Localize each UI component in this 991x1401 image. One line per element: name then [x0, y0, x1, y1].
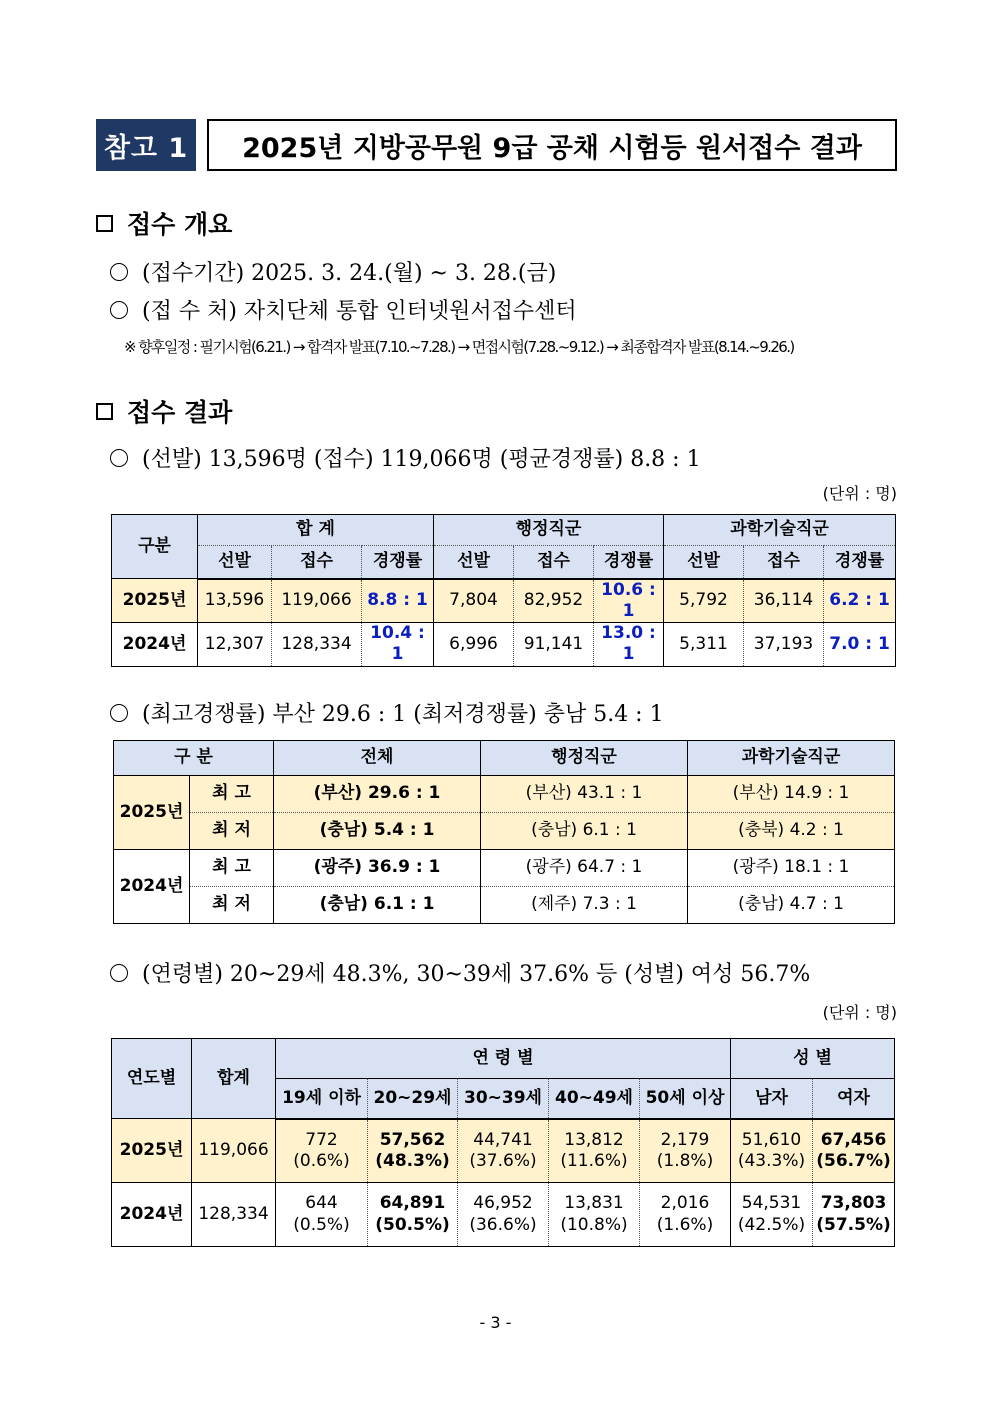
header-select: 선발 [198, 546, 272, 579]
cell-value: 51,610 [741, 1129, 802, 1150]
cell: 36,114 [744, 579, 824, 623]
cell-percent: (56.7%) [816, 1150, 891, 1171]
section-heading-text: 접수 결과 [127, 398, 233, 427]
row-year: 2024년 [112, 623, 198, 667]
circle-bullet-icon [110, 301, 128, 319]
header-sum: 합계 [192, 1039, 276, 1119]
page-number: - 3 - [479, 1313, 512, 1332]
cell-percent: (43.3%) [737, 1150, 806, 1171]
row-year: 2025년 [114, 776, 190, 850]
bullet-summary3 [110, 957, 810, 988]
header-age-group: 20~29세 [368, 1079, 458, 1119]
cell: 5,311 [664, 623, 744, 667]
header-year: 연도별 [112, 1039, 192, 1119]
cell-value: 13,812 [564, 1129, 624, 1150]
circle-bullet-icon [110, 964, 128, 982]
page-title: 2025년 지방공무원 9급 공채 시험등 원서접수 결과 [207, 119, 897, 171]
cell-percent: (1.6%) [656, 1214, 714, 1235]
row-year: 2024년 [114, 850, 190, 924]
cell [276, 1119, 368, 1183]
cell [549, 1119, 640, 1183]
cell: 37,193 [744, 623, 824, 667]
age-sex-table [111, 1038, 895, 1247]
header-total: 합 계 [198, 515, 434, 546]
cell-sum: 119,066 [192, 1119, 276, 1183]
header-apply: 접수 [514, 546, 594, 579]
cell-value: 772 [305, 1129, 338, 1150]
cell [368, 1183, 458, 1247]
row-year: 2025년 [112, 1119, 192, 1183]
cell: 7.0 : 1 [824, 623, 896, 667]
cell: (부산) 43.1 : 1 [481, 776, 688, 813]
header-ratio: 경쟁률 [362, 546, 434, 579]
cell-percent: (11.6%) [560, 1150, 628, 1171]
section-heading-result [96, 393, 232, 429]
cell-percent: (36.6%) [469, 1214, 537, 1235]
schedule-note: ※ 향후일정 : 필기시험(6.21.) → 합격자 발표(7.10.~7.28.) → 면접시험(7.28.~9.12.) → 최종합격자 발표(8.14.~9.26.) [124, 338, 794, 356]
section-heading-overview [96, 205, 232, 241]
cell-percent: (48.3%) [375, 1150, 450, 1171]
cell: (제주) 7.3 : 1 [481, 887, 688, 924]
header-age-group: 50세 이상 [640, 1079, 731, 1119]
cell-percent: (0.6%) [293, 1150, 350, 1171]
header-age-group: 40~49세 [549, 1079, 640, 1119]
cell: 6,996 [434, 623, 514, 667]
cell-percent: (37.6%) [469, 1150, 537, 1171]
cell: 128,334 [272, 623, 362, 667]
cell: 5,792 [664, 579, 744, 623]
cell [368, 1119, 458, 1183]
bullet-summary1 [110, 442, 701, 473]
header-sex-female: 여자 [813, 1079, 895, 1119]
header-sci: 과학기술직군 [688, 741, 895, 776]
circle-bullet-icon [110, 263, 128, 281]
header-admin: 행정직군 [434, 515, 664, 546]
cell-value: 46,952 [473, 1193, 533, 1214]
cell-value: 54,531 [741, 1193, 802, 1214]
cell: 10.6 : 1 [594, 579, 664, 623]
table-row [112, 1183, 895, 1247]
circle-bullet-icon [110, 449, 128, 467]
cell-value: 73,803 [820, 1193, 887, 1214]
cell [813, 1183, 895, 1247]
cell: (부산) 14.9 : 1 [688, 776, 895, 813]
bullet-place [110, 294, 577, 325]
cell-percent: (42.5%) [737, 1214, 806, 1235]
competition-table [111, 514, 896, 667]
cell [640, 1183, 731, 1247]
bullet-text: (연령별) 20~29세 48.3%, 30~39세 37.6% 등 (성별) 여성 56.7% [142, 962, 811, 987]
cell: 8.8 : 1 [362, 579, 434, 623]
table-row [114, 887, 895, 924]
cell: (충남) 6.1 : 1 [481, 813, 688, 850]
bullet-summary2 [110, 697, 664, 728]
cell-percent: (10.8%) [560, 1214, 628, 1235]
cell-sum: 128,334 [192, 1183, 276, 1247]
square-bullet-icon [96, 403, 113, 420]
section-heading-text: 접수 개요 [127, 210, 233, 239]
bullet-text: (최고경쟁률) 부산 29.6 : 1 (최저경쟁률) 충남 5.4 : 1 [142, 702, 664, 727]
header-gubun: 구분 [112, 515, 198, 579]
header-sex: 성 별 [731, 1039, 895, 1079]
cell-percent: (50.5%) [375, 1214, 450, 1235]
table-row [114, 850, 895, 887]
cell: (부산) 29.6 : 1 [274, 776, 481, 813]
bullet-period [110, 256, 556, 287]
cell: (충남) 4.7 : 1 [688, 887, 895, 924]
unit-label: (단위 : 명) [822, 484, 897, 503]
cell-value: 2,179 [660, 1129, 710, 1150]
table-row [112, 1119, 895, 1183]
reference-tag: 참고 1 [96, 119, 196, 171]
header-age-group: 30~39세 [458, 1079, 549, 1119]
header-select: 선발 [664, 546, 744, 579]
row-high: 최 고 [190, 776, 274, 813]
header-age-group: 19세 이하 [276, 1079, 368, 1119]
table-row [114, 776, 895, 813]
header-sex-male: 남자 [731, 1079, 813, 1119]
cell-value: 644 [305, 1193, 338, 1214]
max-min-table [113, 740, 895, 924]
header-gubun: 구 분 [114, 741, 274, 776]
header-select: 선발 [434, 546, 514, 579]
cell [458, 1183, 549, 1247]
row-low: 최 저 [190, 813, 274, 850]
cell: 82,952 [514, 579, 594, 623]
cell: 91,141 [514, 623, 594, 667]
bullet-text: (선발) 13,596명 (접수) 119,066명 (평균경쟁률) 8.8 : 1 [142, 447, 701, 472]
cell: (광주) 36.9 : 1 [274, 850, 481, 887]
cell [640, 1119, 731, 1183]
unit-label: (단위 : 명) [822, 1003, 897, 1022]
table-row [112, 579, 896, 623]
cell: 13,596 [198, 579, 272, 623]
circle-bullet-icon [110, 704, 128, 722]
square-bullet-icon [96, 215, 113, 232]
header-ratio: 경쟁률 [824, 546, 896, 579]
bullet-text: (접 수 처) 자치단체 통합 인터넷원서접수센터 [142, 299, 577, 324]
cell [549, 1183, 640, 1247]
cell [458, 1119, 549, 1183]
cell-value: 57,562 [379, 1129, 446, 1150]
cell-value: 64,891 [379, 1193, 446, 1214]
table-row [114, 813, 895, 850]
cell-value: 2,016 [660, 1193, 710, 1214]
cell: (충북) 4.2 : 1 [688, 813, 895, 850]
cell: 6.2 : 1 [824, 579, 896, 623]
cell-percent: (0.5%) [293, 1214, 350, 1235]
header-sci: 과학기술직군 [664, 515, 896, 546]
cell: 12,307 [198, 623, 272, 667]
cell-value: 13,831 [564, 1193, 624, 1214]
cell: (충남) 5.4 : 1 [274, 813, 481, 850]
cell [276, 1183, 368, 1247]
cell: (광주) 18.1 : 1 [688, 850, 895, 887]
cell-value: 67,456 [820, 1129, 887, 1150]
header-age: 연 령 별 [276, 1039, 731, 1079]
cell: 119,066 [272, 579, 362, 623]
cell [731, 1183, 813, 1247]
bullet-text: (접수기간) 2025. 3. 24.(월) ~ 3. 28.(금) [142, 261, 557, 286]
row-year: 2024년 [112, 1183, 192, 1247]
cell: (충남) 6.1 : 1 [274, 887, 481, 924]
header-admin: 행정직군 [481, 741, 688, 776]
header-apply: 접수 [272, 546, 362, 579]
row-high: 최 고 [190, 850, 274, 887]
cell: (광주) 64.7 : 1 [481, 850, 688, 887]
cell-percent: (57.5%) [816, 1214, 891, 1235]
header-apply: 접수 [744, 546, 824, 579]
row-year: 2025년 [112, 579, 198, 623]
cell: 13.0 : 1 [594, 623, 664, 667]
cell [813, 1119, 895, 1183]
cell-percent: (1.8%) [656, 1150, 714, 1171]
header-ratio: 경쟁률 [594, 546, 664, 579]
header-all: 전체 [274, 741, 481, 776]
table-row [112, 623, 896, 667]
row-low: 최 저 [190, 887, 274, 924]
cell: 7,804 [434, 579, 514, 623]
cell [731, 1119, 813, 1183]
cell: 10.4 : 1 [362, 623, 434, 667]
cell-value: 44,741 [473, 1129, 533, 1150]
